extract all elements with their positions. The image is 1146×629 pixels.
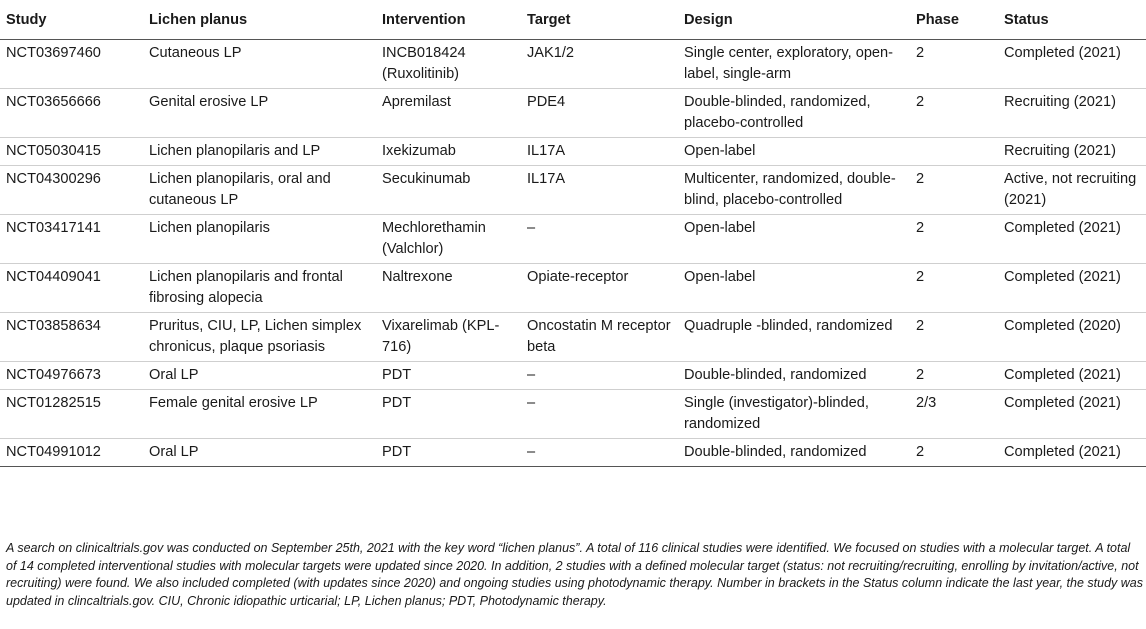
cell-target: IL17A: [527, 138, 684, 166]
header-design: Design: [684, 4, 916, 40]
clinical-trials-table: [0, 4, 1146, 467]
cell-intervention: INCB018424 (Ruxolitinib): [382, 40, 527, 89]
cell-target: –: [527, 215, 684, 264]
cell-design: Open-label: [684, 264, 916, 313]
cell-design: Double-blinded, randomized: [684, 439, 916, 467]
cell-design: Double-blinded, randomized: [684, 362, 916, 390]
cell-phase: 2: [916, 313, 1004, 362]
cell-status: Active, not recruiting (2021): [1004, 166, 1146, 215]
cell-lichen-planus: Lichen planopilaris and frontal fibrosing alopecia: [149, 264, 382, 313]
cell-design: Open-label: [684, 215, 916, 264]
cell-target: JAK1/2: [527, 40, 684, 89]
cell-phase: 2: [916, 264, 1004, 313]
cell-study: NCT05030415: [0, 138, 149, 166]
header-lichen-planus: Lichen planus: [149, 4, 382, 40]
header-target: Target: [527, 4, 684, 40]
cell-study: NCT04991012: [0, 439, 149, 467]
cell-status: Completed (2021): [1004, 264, 1146, 313]
cell-phase: 2: [916, 166, 1004, 215]
table-row: [0, 313, 1146, 362]
cell-intervention: Ixekizumab: [382, 138, 527, 166]
cell-design: Single center, exploratory, open-label, single-arm: [684, 40, 916, 89]
cell-design: Multicenter, randomized, double-blind, placebo-controlled: [684, 166, 916, 215]
cell-study: NCT03697460: [0, 40, 149, 89]
cell-status: Completed (2021): [1004, 390, 1146, 439]
table-row: [0, 138, 1146, 166]
cell-lichen-planus: Lichen planopilaris: [149, 215, 382, 264]
table-row: [0, 40, 1146, 89]
cell-study: NCT04976673: [0, 362, 149, 390]
cell-status: Completed (2021): [1004, 215, 1146, 264]
header-status: Status: [1004, 4, 1146, 40]
cell-target: Opiate-receptor: [527, 264, 684, 313]
cell-status: Recruiting (2021): [1004, 89, 1146, 138]
cell-lichen-planus: Genital erosive LP: [149, 89, 382, 138]
cell-study: NCT03656666: [0, 89, 149, 138]
cell-lichen-planus: Cutaneous LP: [149, 40, 382, 89]
table-row: [0, 362, 1146, 390]
cell-status: Completed (2021): [1004, 439, 1146, 467]
cell-study: NCT03417141: [0, 215, 149, 264]
table-header-row: [0, 4, 1146, 40]
cell-phase: 2: [916, 215, 1004, 264]
cell-target: –: [527, 390, 684, 439]
cell-intervention: PDT: [382, 362, 527, 390]
cell-design: Quadruple -blinded, randomized: [684, 313, 916, 362]
cell-target: IL17A: [527, 166, 684, 215]
table-row: [0, 264, 1146, 313]
cell-intervention: Mechlorethamin (Valchlor): [382, 215, 527, 264]
cell-phase: [916, 138, 1004, 166]
table-row: [0, 166, 1146, 215]
cell-design: Single (investigator)-blinded, randomized: [684, 390, 916, 439]
table-row: [0, 215, 1146, 264]
cell-study: NCT03858634: [0, 313, 149, 362]
cell-lichen-planus: Lichen planopilaris and LP: [149, 138, 382, 166]
cell-target: Oncostatin M receptor beta: [527, 313, 684, 362]
table-row: [0, 439, 1146, 467]
cell-status: Completed (2020): [1004, 313, 1146, 362]
table-row: [0, 89, 1146, 138]
header-study: Study: [0, 4, 149, 40]
cell-target: –: [527, 439, 684, 467]
cell-status: Recruiting (2021): [1004, 138, 1146, 166]
cell-intervention: PDT: [382, 390, 527, 439]
cell-design: Open-label: [684, 138, 916, 166]
cell-status: Completed (2021): [1004, 362, 1146, 390]
cell-target: –: [527, 362, 684, 390]
cell-phase: 2: [916, 40, 1004, 89]
cell-lichen-planus: Oral LP: [149, 439, 382, 467]
cell-study: NCT04409041: [0, 264, 149, 313]
cell-intervention: Naltrexone: [382, 264, 527, 313]
cell-target: PDE4: [527, 89, 684, 138]
cell-intervention: PDT: [382, 439, 527, 467]
cell-lichen-planus: Oral LP: [149, 362, 382, 390]
cell-phase: 2: [916, 439, 1004, 467]
cell-study: NCT01282515: [0, 390, 149, 439]
cell-intervention: Secukinumab: [382, 166, 527, 215]
cell-design: Double-blinded, randomized, placebo-controlled: [684, 89, 916, 138]
header-phase: Phase: [916, 4, 1004, 40]
cell-intervention: Apremilast: [382, 89, 527, 138]
cell-status: Completed (2021): [1004, 40, 1146, 89]
table-footnote: A search on clinicaltrials.gov was conducted on September 25th, 2021 with the key word “lichen planus”. A total of 116 clinical studies were identified. We focused on studies with a molecular target. A total of 14 completed interventional studies with molecular targets were updated since 2020. In addition, 2 studies with a defined molecular target (status: not recruiting/recruiting, enrolling by invitation/active, not recruiting) were found. We also included completed (with updates since 2020) and ongoing studies using photodynamic therapy. Number in brackets in the Status column indicate the last year, the study was updated in clincaltrials.gov. CIU, Chronic idiopathic urticarial; LP, Lichen planus; PDT, Photodynamic therapy.: [6, 541, 1143, 608]
cell-phase: 2/3: [916, 390, 1004, 439]
header-intervention: Intervention: [382, 4, 527, 40]
cell-study: NCT04300296: [0, 166, 149, 215]
cell-lichen-planus: Lichen planopilaris, oral and cutaneous LP: [149, 166, 382, 215]
cell-lichen-planus: Pruritus, CIU, LP, Lichen simplex chronicus, plaque psoriasis: [149, 313, 382, 362]
table-row: [0, 390, 1146, 439]
cell-lichen-planus: Female genital erosive LP: [149, 390, 382, 439]
cell-intervention: Vixarelimab (KPL-716): [382, 313, 527, 362]
cell-phase: 2: [916, 89, 1004, 138]
cell-phase: 2: [916, 362, 1004, 390]
